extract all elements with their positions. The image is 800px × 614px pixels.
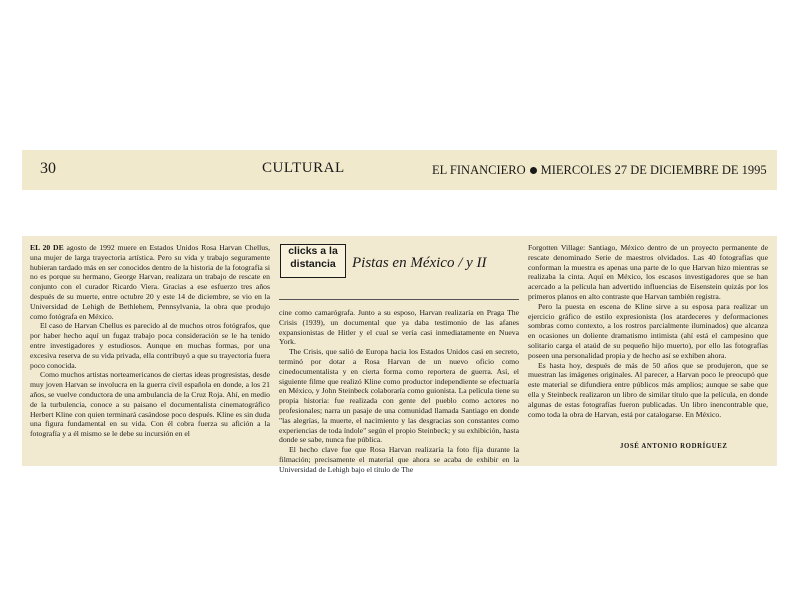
- lead-in: EL 20 DE: [30, 243, 64, 252]
- paragraph: Pero la puesta en escena de Kline sirve a su esposa para realizar un ejercicio gráfico de estilo expresionista (los atardeceres y deformaciones sombras como contexto, a los rostros parcialmente iluminados) que alcanza en ocasiones un doliente dramatismo intimista (ahí está el campesino que solitario carga el ataúd de su pequeño hijo muerto), por ello las fotografías poseen una personalidad propia y de hecho así se exhiben ahora.: [528, 301, 768, 360]
- paragraph: Forgotten Village: Santiago, México dentro de un proyecto permanente de rescate denominado Serie de maestros olvidados. Las 40 fotografías que conforman la muestra es apenas una parte de lo que Harvan hizo mientras se realizaba la cinta. Aquí en México, los escasos investigadores que se han acercado a la película han advertido influencias de Eisenstein quizás por los primeros planos en alto contraste que Harvan también registra.: [528, 243, 768, 301]
- column-label-line: distancia: [290, 258, 336, 270]
- bullet-icon: [530, 167, 537, 174]
- divider: [279, 299, 519, 300]
- article-column-2: [279, 308, 519, 474]
- author-signature: JOSÉ ANTONIO RODRÍGUEZ: [620, 443, 728, 450]
- article-column-3: [528, 243, 768, 463]
- paragraph: Es hasta hoy, después de más de 50 años que se produjeron, que se muestran las imágenes originales. Al parecer, a Harvan poco le preocupó que este material se difundiera entre públicos más amplios; aunque se sabe que ella y Steinbeck realizaron un libro de similar título que la película, en donde algunas de estas fotografías fueron publicadas. Un libro inencontrable que, como toda la obra de Harvan, está por catalogarse. En México.: [528, 360, 768, 419]
- newspaper-dateline: [432, 163, 767, 178]
- paragraph: Como muchos artistas norteamericanos de ciertas ideas progresistas, desde muy joven Harvan se involucra en la guerra civil española en donde, a los 21 años, se vuelve conductora de una ambulancia de la Cruz Roja. Ahí, en medio de la turbulencia, conoce a su paisano el documentalista cinematográfico Herbert Kline con quien terminará casándose poco después. Kline es sin duda una figura fundamental en su vida. Con él cobra fuerza su afición a la fotografía y a él mismo se le debe su incursión en el: [30, 370, 270, 439]
- paragraph: cine como camarógrafa. Junto a su esposo, Harvan realizaría en Praga The Crisis (1939), un documental que ya daba testimonio de las afanes expansionistas de Hitler y el cual se vería casi inmediatamente en Nueva York.: [279, 308, 519, 347]
- column-label-line: clicks a la: [288, 245, 338, 257]
- section-name: CULTURAL: [262, 160, 345, 176]
- paragraph: The Crisis, que salió de Europa hacia los Estados Unidos casi en secreto, terminó por dotar a Rosa Harvan de un nuevo oficio como cinedocumentalista y en cierta forma como reportera de guerra. Así, el siguiente filme que realizó Kline como productor independiente se efectuaría en México, y John Steinbeck colaboraría como guionista. La película tiene su propia historia: fue realizada con gente del pueblo como actores no profesionales; narra un pasaje de una comunidad llamada Santiago en donde "las alegrías, la muerte, el nacimiento y las desgracias son constantes como experiencias de toda índole" según el propio Steinbeck; y su exhibición, hasta donde se sabe, nunca fue pública.: [279, 347, 519, 445]
- article-column-1: [30, 243, 270, 463]
- column-label-box: [280, 244, 346, 278]
- paragraph: El hecho clave fue que Rosa Harvan realizaría la foto fija durante la filmación; precisamente el material que ahora se acaba de exhibir en la Universidad de Lehigh bajo el título de The: [279, 445, 519, 474]
- newspaper-name: EL FINANCIERO: [432, 163, 526, 177]
- paragraph: [30, 243, 270, 321]
- issue-date: MIERCOLES 27 DE DICIEMBRE DE 1995: [540, 163, 767, 177]
- paragraph-text: agosto de 1992 muere en Estados Unidos Rosa Harvan Chellus, una mujer de larga trayectoria artística. Pero su vida y trabajo seguramente hubieran tardado más en ser conocidos dentro de la historia de la fotografía si no es porque su hermano, George Harvan, realizara un trabajo de rescate en conjunto con el curador Ricardo Viera. Gracias a ese esfuerzo tres años después de su muerte, entre octubre 20 y este 14 de diciembre, se vio en la Universidad de Lehigh de Bethlehem, Pennsylvania, la obra que produjo como fotógrafa en México.: [30, 243, 271, 321]
- page-number: 30: [40, 160, 56, 177]
- article-headline: Pistas en México / y II: [352, 255, 487, 271]
- paragraph: El caso de Harvan Chellus es parecido al de muchos otros fotógrafos, que por haber hecho aquí un fugaz trabajo poca consideración se le ha tenido entre investigadores y estudiosos. Aunque en muchas formas, por una excesiva reserva de su vida privada, ella contribuyó a que su trayectoria fuera poco conocida.: [30, 321, 270, 370]
